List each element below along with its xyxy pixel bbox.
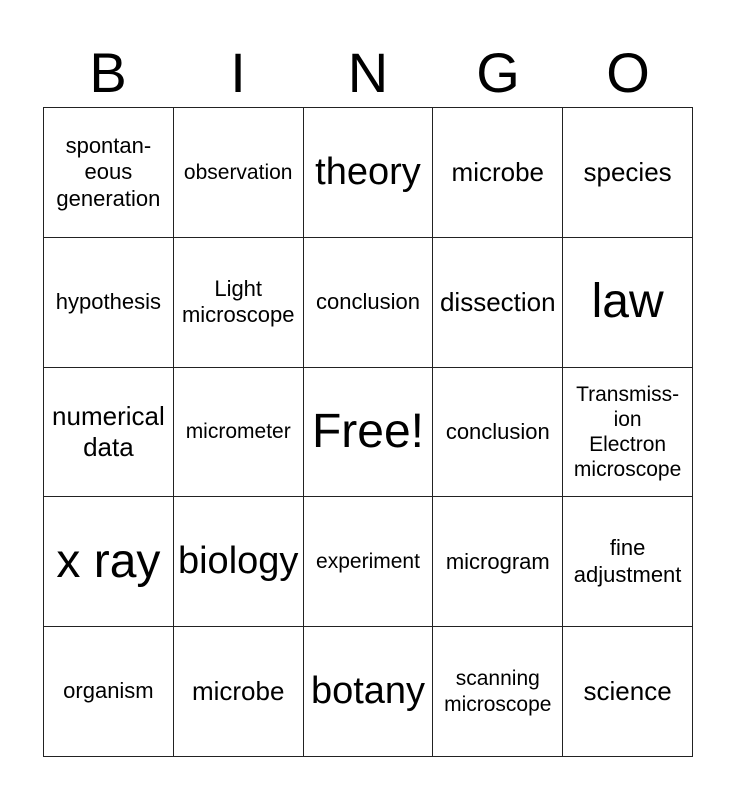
cell-text: species: [583, 156, 672, 187]
bingo-cell-r5-c4: [433, 627, 563, 757]
bingo-cell-r5-c2: [174, 627, 304, 757]
cell-text: numerical data: [52, 400, 165, 462]
cell-text: botany: [310, 669, 426, 712]
cell-text: x ray: [56, 534, 161, 588]
bingo-cell-r3-c5: [563, 368, 693, 498]
bingo-cell-r2-c2: [174, 238, 304, 368]
bingo-cell-r2-c4: [433, 238, 563, 368]
bingo-cell-r5-c1: [44, 627, 174, 757]
bingo-cell-r1-c3: [304, 108, 434, 238]
bingo-cell-r2-c3: [304, 238, 434, 368]
cell-text: micrometer: [185, 420, 291, 444]
cell-text: hypothesis: [55, 289, 161, 314]
header-letter-b: B: [89, 41, 127, 104]
bingo-cell-r3-c4: [433, 368, 563, 498]
cell-text: Light microscope: [181, 275, 295, 328]
bingo-cell-r4-c4: [433, 497, 563, 627]
bingo-cell-r1-c4: [433, 108, 563, 238]
bingo-cell-r2-c1: [44, 238, 174, 368]
cell-text: spontan- eous generation: [56, 132, 161, 211]
header-letter-o: O: [606, 41, 650, 104]
cell-text: microbe: [191, 676, 285, 706]
cell-text: dissection: [439, 286, 556, 317]
bingo-cell-r5-c5: [563, 627, 693, 757]
header-letter-i: I: [230, 41, 246, 104]
cell-text: microgram: [445, 548, 550, 574]
cell-text: fine adjustment: [573, 535, 682, 587]
bingo-cell-r1-c1: [44, 108, 174, 238]
bingo-cell-r1-c2: [174, 108, 304, 238]
bingo-cell-r4-c5: [563, 497, 693, 627]
bingo-cell-r4-c1: [44, 497, 174, 627]
cell-text: science: [583, 676, 672, 706]
bingo-cell-r2-c5: [563, 238, 693, 368]
bingo-cell-r1-c5: [563, 108, 693, 238]
cell-text: experiment: [316, 550, 420, 574]
cell-text free-space: Free!: [311, 405, 424, 459]
cell-text: scanning microscope: [444, 667, 552, 716]
cell-text: conclusion: [316, 289, 420, 314]
bingo-card-grid: [43, 107, 693, 757]
bingo-header: [43, 40, 693, 106]
bingo-cell-r4-c2: [174, 497, 304, 627]
cell-text: biology: [177, 539, 299, 582]
bingo-cell-r4-c3: [304, 497, 434, 627]
cell-text: observation: [183, 160, 293, 184]
bingo-cell-r3-c3: [304, 368, 434, 498]
bingo-cell-r3-c1: [44, 368, 174, 498]
bingo-cell-r3-c2: [174, 368, 304, 498]
cell-text: Transmiss- ion Electron microscope: [573, 382, 682, 482]
header-letter-n: N: [347, 41, 389, 104]
bingo-cell-r5-c3: [304, 627, 434, 757]
cell-text: organism: [63, 678, 154, 704]
cell-text: law: [591, 275, 664, 329]
cell-text: theory: [315, 150, 421, 193]
cell-text: microbe: [451, 156, 545, 187]
header-letter-g: G: [476, 41, 520, 104]
cell-text: conclusion: [445, 418, 550, 444]
